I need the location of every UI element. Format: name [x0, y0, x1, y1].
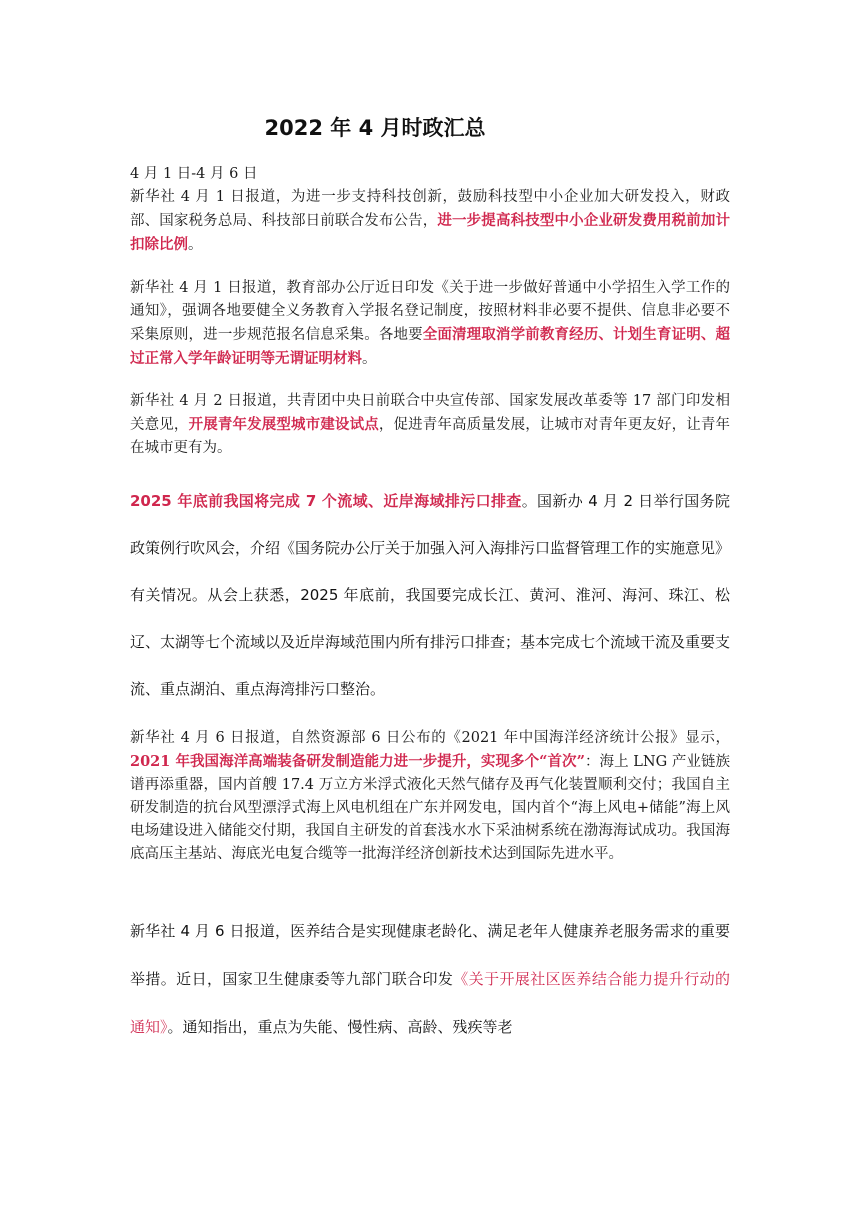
p2-text: 新华社 4 月 1 日报道，教育部办公厅近日印发《关于进一步做好普通中小学招生入学工作的通知》，强调各地要健全义务教育入学报名登记制度，按照材料非必要不提供、信息非必要不采集原则，进一步规范报名信息采集。各地要 — [130, 280, 730, 343]
document-title: 2022 年 4 月时政汇总 — [264, 116, 486, 140]
p6-end: 。通知指出，重点为失能、慢性病、高龄、残疾等老 — [167, 1018, 513, 1036]
p4-highlight: 2025 年底前我国将完成 7 个流域、近岸海域排污口排查 — [130, 492, 522, 510]
p3-highlight: 开展青年发展型城市建设试点 — [188, 416, 379, 433]
p1-highlight: 进一步提高科技型中小企业研发费用税前加计扣除比例 — [130, 212, 731, 253]
p3-end: ，促进青年高质量发展，让城市对青年更友好，让青年在城市更有为。 — [130, 417, 731, 456]
paragraph-1 — [130, 163, 730, 257]
p2-highlight: 全面清理取消学前教育经历、计划生育证明、超过正常入学年龄证明等无谓证明材料 — [130, 326, 730, 367]
paragraph-6 — [130, 907, 730, 1051]
p2-end: 。 — [362, 351, 377, 367]
paragraph-4 — [130, 478, 730, 713]
p6-highlight: 《关于开展社区医养结合能力提升行动的通知》 — [130, 970, 730, 1036]
p3-text: 新华社 4 月 2 日报道，共青团中央日前联合中央宣传部、国家发展改革委等 17 部门印发相关意见， — [130, 393, 730, 433]
paragraph-5 — [130, 727, 730, 866]
p5-end: ：海上 LNG 产业链族谱再添重器，国内首艘 17.4 万立方米浮式液化天然气储存及再气化装置顺利交付；我国自主研发制造的抗台风型漂浮式海上风电机组在广东并网发电，国内首个“海上风电+储能”海上风电场建设进入储能交付期，我国自主研发的首套浅水水下采油树系统在渤海海试成功。我国海底高压主基站、海底光电复合缆等一批海洋经济创新技术达到国际先进水平。 — [130, 754, 730, 862]
p1-text: 新华社 4 月 1 日报道，为进一步支持科技创新，鼓励科技型中小企业加大研发投入，财政部、国家税务总局、科技部日前联合发布公告， — [130, 189, 730, 229]
p5-text: 新华社 4 月 6 日报道，自然资源部 6 日公布的《2021 年中国海洋经济统计公报》显示， — [130, 730, 730, 746]
p6-text: 新华社 4 月 6 日报道，医养结合是实现健康老龄化、满足老年人健康养老服务需求的重要举措。近日，国家卫生健康委等九部门联合印发 — [130, 922, 730, 988]
p5-highlight: 2021 年我国海洋高端装备研发制造能力进一步提升，实现多个“首次” — [130, 753, 585, 770]
paragraph-2 — [130, 277, 730, 371]
p1-end: 。 — [188, 237, 203, 253]
date-range: 4 月 1 日-4 月 6 日 — [130, 166, 258, 182]
paragraph-3 — [130, 390, 730, 460]
p4-text: 。国新办 4 月 2 日举行国务院政策例行吹风会，介绍《国务院办公厅关于加强入河入海排污口监督管理工作的实施意见》有关情况。从会上获悉，2025 年底前，我国要完成长江、黄河、淮河、海河、珠江、松辽、太湖等七个流域以及近岸海域范围内所有排污口排查；基本完成七个流域干流及重要支流、重点湖泊、重点海湾排污口整治。 — [130, 492, 731, 698]
